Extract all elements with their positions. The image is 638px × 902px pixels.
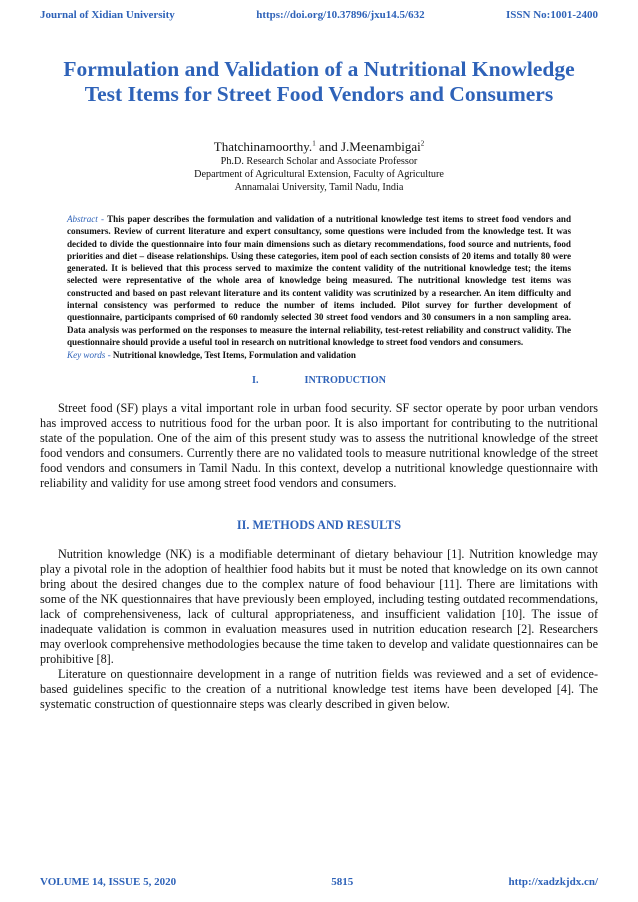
title-line-2: Test Items for Street Food Vendors and Consumers xyxy=(84,82,554,106)
section-heading-introduction xyxy=(67,375,571,386)
affiliation xyxy=(40,155,598,195)
author-2: and J.Meenambigai xyxy=(315,139,421,154)
page-header xyxy=(40,9,598,21)
methods-text-2: Literature on questionnaire development in a range of nutrition fields was reviewed and a set of evidence-based guidelines specific to the creation of a nutritional knowledge test items have been developed [4]. The systematic construction of questionnaire steps was clearly described in given below. xyxy=(40,667,598,711)
abstract-label: Abstract - xyxy=(67,214,105,224)
keywords-text: Nutritional knowledge, Test Items, Formulation and validation xyxy=(112,350,356,360)
methods-text-1: Nutrition knowledge (NK) is a modifiable determinant of dietary behaviour [1]. Nutrition knowledge may play a pivotal role in the adoption of healthier food habits but it must be noted that knowledge on its own cannot bring about the desired changes due to the complex nature of food behaviour [11]. There are limitations with some of the NK questionnaires that have previously been employed, including testing outdated recommendations, lack of comprehensiveness, lack of cultural appropriateness, and insufficient validation [10]. The issue of inadequate validation is common in evaluation measures used in nutrition education research [2]. Researchers may overlook comprehensive methodologies because the time taken to develop and validate questionnaires can be prohibitive [8]. xyxy=(40,547,598,666)
keywords-label: Key words - xyxy=(67,350,111,360)
journal-name: Journal of Xidian University xyxy=(40,9,175,21)
abstract-text: This paper describes the formulation and validation of a nutritional knowledge test items to street food vendors and consumers. Review of current literature and expert consultancy, some questions were included from the knowledge test. It was decided to divide the questionnaire into four main dimensions such as dietary recommendations, food source and nutrients, food priorities and diet – disease relationships. Using these categories, item pool of each section consists of 20 items and totally 80 were generated. It is believed that this process served to maximize the content validity of the nutritional knowledge test; the items selected were representative of the whole area of knowledge being measured. The nutritional knowledge test items was constructed and based on past relevant literature and its content validity was scrutinized by a researcher. An item difficulty and internal consistency was performed to reduce the number of items included. Pilot survey for further development of questionnaire, participants comprised of 60 randomly selected 30 street food vendors and 30 consumers in a non sampling area. Data analysis was performed on the responses to measure the internal reliability, test-retest reliability and construct validity. The questionnaire should provide a useful tool in research on nutritional knowledge to street food vendors and consumers. xyxy=(67,214,571,347)
abstract xyxy=(67,213,571,348)
issn: ISSN No:1001-2400 xyxy=(506,9,598,21)
methods-paragraph-1 xyxy=(40,547,598,667)
author-1: Thatchinamoorthy. xyxy=(213,139,313,154)
intro-text: Street food (SF) plays a vital important role in urban food security. SF sector operate by poor urban vendors has improved access to nutritious food for the urban poor. It is also important for contributing to the nutritional state of the population. One of the aim of this present study was to assess the nutritional knowledge of the street food vendors and consumers. Currently there are no validated tools to measure nutritional knowledge of the street food vendors and consumers in Tamil Nadu. In this context, develop a nutritional knowledge questionnaire with reliability and validity for use among street food vendors and consumers. xyxy=(40,401,598,490)
volume-issue: VOLUME 14, ISSUE 5, 2020 xyxy=(40,876,177,888)
keywords xyxy=(67,349,571,361)
affiliation-line-3: Annamalai University, Tamil Nadu, India xyxy=(234,182,404,194)
author-1-sup: 1 xyxy=(312,139,316,148)
journal-url[interactable]: http://xadzkjdx.cn/ xyxy=(508,876,598,888)
authors xyxy=(40,139,598,155)
author-2-sup: 2 xyxy=(420,139,425,148)
page-number: 5815 xyxy=(331,876,354,888)
methods-paragraph-2 xyxy=(40,667,598,712)
section-heading-methods: II. METHODS AND RESULTS xyxy=(236,518,402,532)
paper-title xyxy=(30,57,608,107)
page-footer xyxy=(40,876,598,888)
section-title: INTRODUCTION xyxy=(304,375,387,386)
doi-link[interactable]: https://doi.org/10.37896/jxu14.5/632 xyxy=(256,9,425,21)
section-number: I. xyxy=(251,375,259,386)
intro-paragraph xyxy=(40,401,598,491)
affiliation-line-2: Department of Agricultural Extension, Faculty of Agriculture xyxy=(194,169,444,181)
affiliation-line-1: Ph.D. Research Scholar and Associate Professor xyxy=(220,156,418,167)
title-line-1: Formulation and Validation of a Nutritional Knowledge xyxy=(63,57,575,81)
